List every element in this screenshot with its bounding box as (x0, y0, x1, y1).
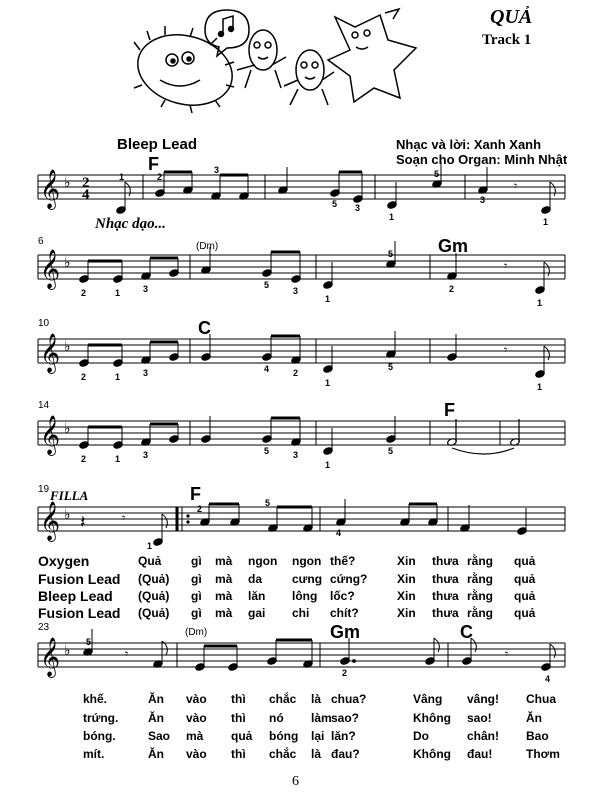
lyric-word: quả (514, 589, 536, 603)
svg-text:𝄞: 𝄞 (40, 169, 61, 209)
svg-text:5: 5 (265, 498, 271, 508)
staff-system-1 (0, 165, 600, 230)
svg-text:𝄾: 𝄾 (514, 179, 518, 193)
voice-name: Fusion Lead (38, 605, 121, 621)
svg-text:4: 4 (264, 364, 270, 374)
lyric-word: lốc? (330, 589, 355, 603)
lyric-word: quả (514, 572, 536, 586)
lyric-word: (Quả) (138, 606, 170, 620)
lyric-word: rằng (467, 554, 494, 568)
svg-text:2: 2 (342, 668, 348, 678)
svg-text:𝄞: 𝄞 (40, 249, 61, 289)
svg-text:5: 5 (388, 362, 394, 372)
lyric-word: rằng (467, 589, 494, 603)
svg-text:𝄾: 𝄾 (122, 511, 126, 525)
staff-system-2 (0, 250, 600, 310)
lyric-word: mít. (83, 747, 105, 761)
staff-system-3 (0, 334, 600, 394)
lyric-word: Không (413, 747, 451, 761)
tempo-marking: Nhạc dạo... (95, 216, 166, 232)
lyric-word: gì (191, 554, 202, 568)
lyric-word: thưa (432, 606, 459, 620)
lyric-word: bóng. (83, 729, 116, 743)
lyric-word: sao! (467, 711, 492, 725)
svg-text:1: 1 (325, 378, 331, 388)
fingering: 2 (157, 172, 163, 182)
staff-system-4 (0, 416, 600, 476)
lyric-word: Quả (138, 554, 162, 568)
svg-text:𝄾: 𝄾 (505, 647, 509, 661)
chord-symbol-gm: Gm (438, 236, 469, 256)
lyric-word: Ăn (148, 747, 164, 761)
svg-text:𝄾: 𝄾 (125, 647, 129, 661)
fingering: 1 (389, 212, 395, 222)
lyric-word: rằng (467, 572, 494, 586)
svg-text:1: 1 (325, 460, 331, 470)
fingering: 1 (119, 172, 125, 182)
measure-number: 14 (38, 400, 50, 411)
lyric-word: đau? (331, 747, 360, 761)
lyric-word: là (311, 747, 322, 761)
svg-text:5: 5 (388, 446, 394, 456)
svg-text:4: 4 (545, 674, 551, 684)
lyric-word: thế? (330, 554, 356, 568)
svg-text:2: 2 (449, 284, 455, 294)
lyric-word: vâng! (467, 692, 500, 706)
lyric-word: Chua (526, 692, 556, 706)
svg-text:5: 5 (388, 249, 394, 259)
svg-text:♭: ♭ (64, 339, 71, 355)
page-number: 6 (292, 774, 299, 789)
svg-text:𝄾: 𝄾 (504, 259, 508, 273)
lyric-word: là (311, 692, 322, 706)
svg-text:♭: ♭ (64, 255, 71, 271)
lyric-word: Xin (397, 589, 416, 603)
svg-text:♭: ♭ (64, 643, 71, 659)
lyric-word: mà (215, 606, 233, 620)
instrument-label: Bleep Lead (117, 136, 198, 153)
chord-symbol-c: C (198, 318, 211, 338)
fruit-cartoon-illustration (130, 5, 430, 115)
chord-symbol-gm: Gm (330, 622, 361, 642)
svg-text:𝄞: 𝄞 (40, 333, 61, 373)
svg-text:3: 3 (293, 286, 299, 296)
svg-text:1: 1 (115, 454, 121, 464)
lyric-word: lông (292, 589, 318, 603)
fingering: 3 (355, 203, 361, 213)
svg-text:𝄞: 𝄞 (40, 415, 61, 455)
music-lyrics-credit: Nhạc và lời: Xanh Xanh (396, 137, 542, 152)
lyric-word: vào (186, 692, 207, 706)
svg-text:1: 1 (115, 372, 121, 382)
voice-name: Fusion Lead (38, 571, 121, 587)
fingering: 3 (480, 195, 486, 205)
svg-text:♭: ♭ (64, 421, 71, 437)
lyric-word: sao? (331, 711, 360, 725)
svg-text:𝄞: 𝄞 (40, 637, 61, 677)
measure-number: 6 (38, 236, 44, 247)
lyric-word: chắc (269, 747, 297, 761)
lyric-word: Ăn (526, 711, 542, 725)
lyric-word: (Quả) (138, 572, 170, 586)
svg-text:1: 1 (537, 382, 543, 392)
lyric-word: thưa (432, 572, 459, 586)
voice-name: Oxygen (38, 553, 90, 569)
svg-text:2: 2 (81, 372, 87, 382)
lyric-word: mà (186, 729, 204, 743)
song-title: QUẢ (490, 6, 533, 28)
time-signature-bottom: 4 (82, 187, 90, 203)
lyric-word: gì (191, 606, 202, 620)
lyric-word: Bao (526, 729, 549, 743)
lyric-word: gì (191, 572, 202, 586)
lyric-word: thì (231, 692, 246, 706)
lyric-word: cứng? (330, 572, 368, 586)
svg-text:2: 2 (197, 504, 203, 514)
voice-name: Bleep Lead (38, 588, 113, 604)
lyric-word: Thơm (526, 747, 560, 761)
lyric-word: đau! (467, 747, 493, 761)
svg-text:2: 2 (81, 288, 87, 298)
lyric-word: Do (413, 729, 429, 743)
svg-text:♭: ♭ (64, 175, 71, 191)
lyric-word: gai (248, 606, 266, 620)
lyric-word: chắc (269, 692, 297, 706)
lyric-word: lăn (248, 589, 266, 603)
chord-symbol-dm: (Dm) (196, 241, 219, 252)
lyric-word: Xin (397, 572, 416, 586)
lyric-word: Xin (397, 606, 416, 620)
organ-arrangement-credit: Soạn cho Organ: Minh Nhật (396, 152, 568, 167)
lyric-word: thưa (432, 554, 459, 568)
lyric-word: quả (231, 729, 253, 743)
lyric-word: vào (186, 747, 207, 761)
chord-symbol-f: F (444, 400, 455, 420)
lyric-word: gì (191, 589, 202, 603)
svg-text:3: 3 (143, 284, 149, 294)
lyric-word: làm (311, 711, 332, 725)
fingering: 5 (332, 199, 338, 209)
lyric-word: trứng. (83, 711, 119, 725)
lyric-word: lăn? (331, 729, 356, 743)
svg-text:2: 2 (293, 368, 299, 378)
lyric-word: bóng (269, 729, 299, 743)
lyric-word: khế. (83, 692, 108, 706)
svg-text:4: 4 (336, 528, 342, 538)
lyric-word: rằng (467, 606, 494, 620)
lyric-word: chân! (467, 729, 500, 743)
svg-text:3: 3 (293, 450, 299, 460)
lyric-word: thưa (432, 589, 459, 603)
lyric-word: ngon (292, 554, 322, 568)
svg-text:𝄽: 𝄽 (80, 512, 86, 533)
svg-text:3: 3 (143, 368, 149, 378)
lyric-word: (Quả) (138, 589, 170, 603)
fingering: 1 (543, 217, 549, 227)
time-signature-top: 2 (82, 175, 90, 191)
lyric-word: nó (269, 711, 284, 725)
lyric-word: lại (311, 729, 325, 743)
measure-number: 19 (38, 484, 50, 495)
svg-text:5: 5 (264, 280, 270, 290)
lyric-word: Sao (148, 729, 171, 743)
fingering: 5 (434, 169, 440, 179)
measure-number: 23 (38, 622, 50, 633)
lyric-word: Ăn (148, 711, 164, 725)
svg-text:1: 1 (537, 298, 543, 308)
svg-text:2: 2 (81, 454, 87, 464)
lyric-word: chi (292, 606, 310, 620)
lyric-word: cưng (292, 572, 323, 586)
lyric-word: quả (514, 554, 536, 568)
lyric-word: mà (215, 554, 233, 568)
chord-symbol-dm: (Dm) (185, 627, 208, 638)
lyric-word: thì (231, 711, 246, 725)
svg-text:1: 1 (325, 294, 331, 304)
lyric-word: vào (186, 711, 207, 725)
staff-system-6 (0, 638, 600, 698)
lyric-word: mà (215, 589, 233, 603)
lyric-word: thì (231, 747, 246, 761)
lyric-word: Không (413, 711, 451, 725)
fingering: 3 (214, 165, 220, 175)
fill-marking: FILLA (50, 488, 89, 503)
lyric-word: chít? (330, 606, 359, 620)
svg-text:5: 5 (86, 637, 92, 647)
lyric-word: Ăn (148, 692, 164, 706)
lyric-word: mà (215, 572, 233, 586)
track-label: Track 1 (482, 32, 532, 48)
lyric-word: chua? (331, 692, 367, 706)
measure-number: 10 (38, 318, 50, 329)
svg-text:5: 5 (264, 446, 270, 456)
chord-symbol-c: C (460, 622, 473, 642)
lyric-word: ngon (248, 554, 278, 568)
lyric-word: da (248, 572, 263, 586)
lyric-word: quả (514, 606, 536, 620)
svg-text:3: 3 (143, 450, 149, 460)
svg-text:𝄾: 𝄾 (504, 343, 508, 357)
svg-text:𝄞: 𝄞 (40, 501, 61, 541)
svg-text:1: 1 (115, 288, 121, 298)
lyric-word: Xin (397, 554, 416, 568)
chord-symbol-f: F (190, 484, 201, 504)
svg-text:♭: ♭ (64, 507, 71, 523)
svg-text:1: 1 (147, 541, 153, 551)
chord-symbol-f: F (148, 154, 159, 174)
lyric-word: Vâng (413, 692, 443, 706)
staff-system-5 (0, 498, 600, 562)
